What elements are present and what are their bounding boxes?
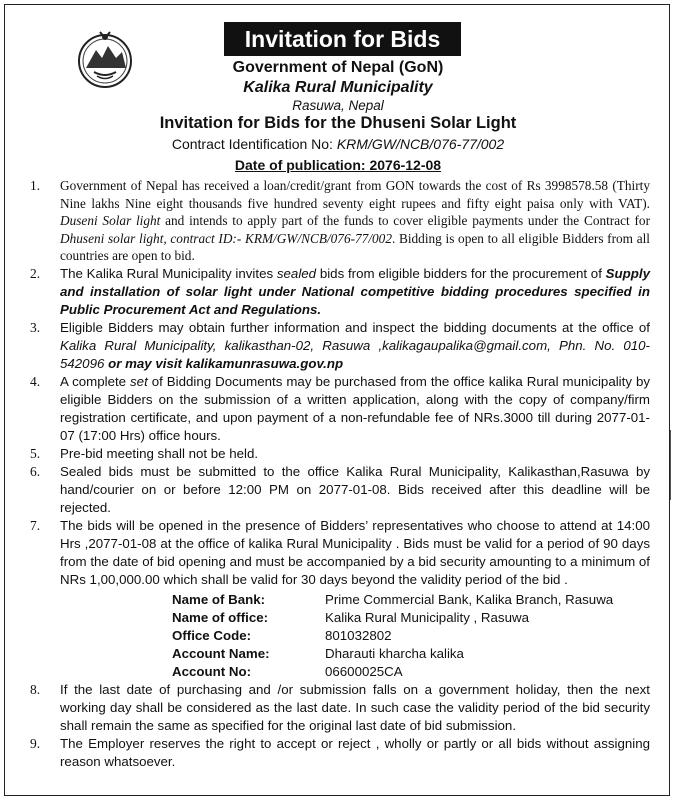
item-text: If the last date of purchasing and /or submission falls on a government holiday, then the next working day shall be considered as the last date. In such case the validity period of the bid security shall remain the same as specified for the original last date of bid submission. [60, 681, 650, 733]
item-text: Sealed bids must be submitted to the office Kalika Rural Municipality, Kalikasthan,Rasuwa by hand/courier on or before 12:00 PM on 2077-01-08. Bids received after this deadline will be rejected. [60, 463, 650, 515]
contract-identification [0, 136, 676, 152]
item-text: of Bidding Documents may be purchased from the office kalika Rural municipality by eligible Bidders on the submission of a written application, along with the copy of company/firm registration certificate, and upon payment of a non-refundable fee of NRs.3000 till during 2077-01-07 (17:00 Hrs) office hours. [60, 373, 650, 443]
item-text: and intends to apply part of the funds to cover eligible payments under the Contract for [160, 213, 650, 229]
item-number: 5. [30, 445, 41, 461]
bank-value: 801032802 [325, 627, 392, 643]
list-item [30, 319, 650, 373]
bank-row [172, 591, 613, 609]
item-emphasis: set [130, 373, 148, 389]
item-emphasis: sealed [276, 265, 317, 281]
conditions-list [30, 177, 650, 771]
item-text: The bids will be opened in the presence of Bidders’ representatives who choose to attend at 14:00 Hrs ,2077-01-08 at the office of kalika Rural Municipality . Bids must be valid for a period of 90 days from the date of bid opening and must be accompanied by a bid security amounting to a minimum of NRs 1,00,000.00 which shall be valid for 30 days beyond the validity period of the bid . [60, 517, 650, 587]
item-number: 4. [30, 373, 41, 389]
list-item [30, 177, 650, 265]
bank-value: Prime Commercial Bank, Kalika Branch, Rasuwa [325, 591, 614, 607]
publication-date: Date of publication: 2076-12-08 [234, 157, 442, 173]
item-number: 3. [30, 319, 41, 335]
municipality-name: Kalika Rural Municipality [243, 79, 433, 96]
list-item [30, 445, 650, 463]
item-emphasis: Supply and installation of solar light under National competitive bidding procedures specified in Public Procurement Act and Regulations. [60, 265, 650, 317]
location: Rasuwa, Nepal [292, 98, 384, 113]
bank-label: Office Code: [172, 627, 252, 643]
list-item [30, 265, 650, 319]
bank-label: Name of Bank: [172, 591, 266, 607]
item-text: Pre-bid meeting shall not be held. [60, 445, 259, 461]
bank-value: Kalika Rural Municipality , Rasuwa [325, 609, 529, 625]
bank-label: Name of office: [172, 609, 269, 625]
item-emphasis: or may visit kalikamunrasuwa.gov.np [108, 355, 344, 371]
list-item [30, 373, 650, 445]
bank-value: Dharauti kharcha kalika [325, 645, 464, 661]
item-number: 8. [30, 681, 41, 697]
government-name: Government of Nepal (GoN) [232, 59, 444, 76]
item-number: 7. [30, 517, 41, 533]
item-emphasis: Dhuseni solar light, contract ID:- KRM/GW/NCB/076-77/002 [60, 230, 392, 246]
contract-id: KRM/GW/NCB/076-77/002 [336, 136, 505, 152]
item-text: bids from eligible bidders for the procurement of [316, 265, 606, 281]
notice-title: Invitation for Bids for the Dhuseni Solar Light [159, 114, 517, 132]
item-emphasis: Kalika Rural Municipality [60, 337, 213, 353]
item-number: 6. [30, 463, 41, 479]
item-text: The Employer reserves the right to accept or reject , wholly or partly or all bids without assigning reason whatsoever. [60, 735, 650, 769]
bank-details [172, 591, 613, 681]
bank-row [172, 645, 613, 663]
page-edge-divider [670, 430, 671, 500]
item-text: Government of Nepal has received a loan/credit/grant from GON towards the cost of Rs 3998578.58 (Thirty Nine lakhs Nine eight thousands five hundred seventy eight rupees and fifty eight paisa only with VAT). [60, 178, 650, 211]
bank-row [172, 609, 613, 627]
list-item [30, 517, 650, 681]
item-number: 2. [30, 265, 41, 281]
list-item [30, 735, 650, 771]
bank-row [172, 627, 613, 645]
notice-banner-title: Invitation for Bids [224, 22, 461, 56]
item-text: . Bidding is open to all eligible Bidders from all countries are open to bid. [60, 230, 650, 264]
item-number: 9. [30, 735, 41, 751]
notice-header [0, 0, 676, 178]
item-number: 1. [30, 178, 41, 193]
list-item [30, 681, 650, 735]
bank-value: 06600025CA [325, 663, 403, 679]
list-item [30, 463, 650, 517]
contract-label: Contract Identification No: [171, 136, 337, 152]
item-text: , kalikasthan-02, Rasuwa ,kalikagaupalika@gmail.com, Phn. No. 010-542096 [60, 337, 650, 371]
item-emphasis: Duseni Solar light [60, 213, 161, 229]
bank-row [172, 663, 613, 681]
bank-label: Account Name: [172, 645, 270, 661]
item-text: The Kalika Rural Municipality invites [60, 265, 277, 281]
item-text: Eligible Bidders may obtain further information and inspect the bidding documents at the office of [60, 319, 650, 335]
bank-label: Account No: [172, 663, 252, 679]
item-text: A complete [60, 373, 131, 389]
